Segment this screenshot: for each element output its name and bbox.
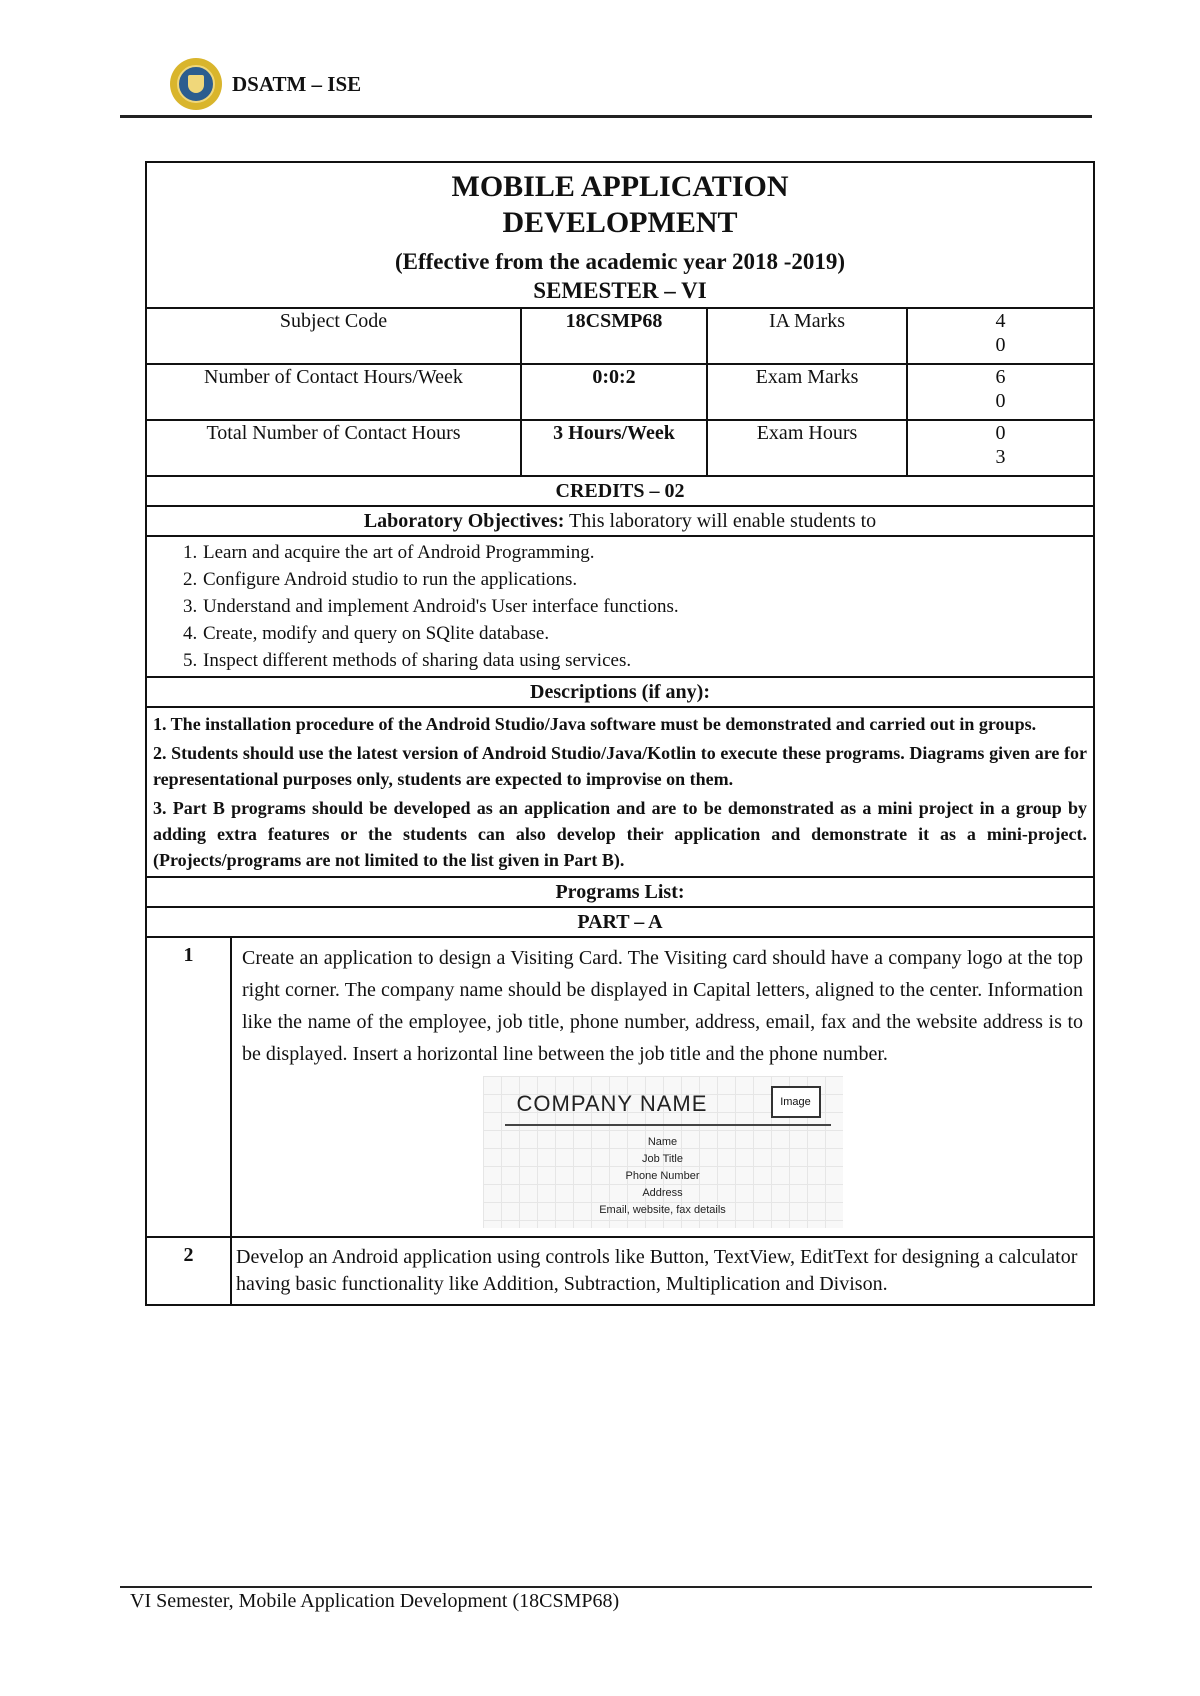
card-line: Phone Number bbox=[625, 1170, 700, 1182]
info-label: Total Number of Contact Hours bbox=[146, 420, 521, 476]
page-header bbox=[170, 58, 361, 110]
list-item-text: Learn and acquire the art of Android Programming. bbox=[203, 542, 595, 563]
info-value: 18CSMP68 bbox=[521, 308, 707, 364]
card-line: Email, website, fax details bbox=[599, 1204, 726, 1216]
list-item-number: 2. bbox=[183, 569, 198, 590]
info-value2 bbox=[907, 308, 1094, 364]
list-item-number: 5. bbox=[183, 650, 198, 671]
info-value2-digit: 3 bbox=[995, 446, 1006, 468]
info-label2: Exam Hours bbox=[707, 420, 907, 476]
info-label2: IA Marks bbox=[707, 308, 907, 364]
info-value2-digit: 6 bbox=[995, 366, 1006, 388]
descriptions-cell bbox=[146, 707, 1094, 877]
descriptions-heading: Descriptions (if any): bbox=[146, 677, 1094, 707]
effective-year: (Effective from the academic year 2018 -2019) bbox=[394, 249, 846, 274]
card-rule bbox=[505, 1124, 831, 1126]
info-value2-digit: 0 bbox=[995, 390, 1006, 412]
list-item-number: 4. bbox=[183, 623, 198, 644]
list-item-text: Inspect different methods of sharing data using services. bbox=[203, 650, 632, 671]
objectives-list-cell bbox=[146, 536, 1094, 677]
card-line: Name bbox=[647, 1136, 678, 1148]
program-number: 2 bbox=[146, 1237, 231, 1305]
course-title-line2: DEVELOPMENT bbox=[502, 206, 738, 239]
list-item bbox=[153, 539, 1087, 566]
info-row bbox=[146, 420, 1094, 476]
description-item: 2. Students should use the latest version of Android Studio/Java/Kotlin to execute these programs. Diagrams given are for representational purposes only, students are expected to improvise on them. bbox=[153, 743, 1087, 789]
course-title-line1: MOBILE APPLICATION bbox=[451, 170, 789, 203]
program-cell bbox=[231, 937, 1094, 1237]
objectives-list bbox=[153, 539, 1087, 674]
list-item-text: Configure Android studio to run the applications. bbox=[203, 569, 578, 590]
card-line: Job Title bbox=[642, 1153, 683, 1165]
card-company-name: COMPANY NAME bbox=[516, 1091, 708, 1116]
card-image-placeholder: Image bbox=[771, 1086, 821, 1118]
syllabus-table bbox=[145, 161, 1095, 1306]
list-item bbox=[153, 620, 1087, 647]
info-label: Number of Contact Hours/Week bbox=[146, 364, 521, 420]
list-item bbox=[153, 566, 1087, 593]
page-footer: VI Semester, Mobile Application Development (18CSMP68) bbox=[130, 1590, 620, 1612]
program-text: Create an application to design a Visiting Card. The Visiting card should have a company logo at the top right corner. The company name should be displayed in Capital letters, aligned to the center. Information like the name of the employee, job title, phone number, address, email, fax and the website address is to be displayed. Insert a horizontal line between the job title and the phone number. bbox=[242, 947, 1083, 1065]
info-value: 0:0:2 bbox=[521, 364, 707, 420]
objectives-heading-rest: This laboratory will enable students to bbox=[564, 510, 877, 532]
info-label2: Exam Marks bbox=[707, 364, 907, 420]
programs-heading: Programs List: bbox=[146, 877, 1094, 907]
college-crest-icon bbox=[170, 58, 222, 110]
objectives-heading bbox=[146, 506, 1094, 536]
info-value2 bbox=[907, 364, 1094, 420]
list-item-number: 1. bbox=[183, 542, 198, 563]
header-rule bbox=[120, 115, 1092, 118]
info-row bbox=[146, 364, 1094, 420]
info-value2-digit: 0 bbox=[995, 334, 1006, 356]
info-value: 3 Hours/Week bbox=[521, 420, 707, 476]
description-item: 3. Part B programs should be developed as an application and are to be demonstrated as a mini project in a group by adding extra features or the students can also develop their application and demonstrate it as a mini-project. (Projects/programs are not limited to the list given in Part B). bbox=[153, 798, 1087, 870]
part-a-heading: PART – A bbox=[146, 907, 1094, 937]
card-lines bbox=[483, 1134, 843, 1219]
objectives-heading-bold: Laboratory Objectives: bbox=[363, 510, 565, 532]
course-title-cell bbox=[146, 162, 1094, 308]
info-value2-digit: 4 bbox=[995, 310, 1006, 332]
semester: SEMESTER – VI bbox=[533, 278, 707, 303]
visiting-card-diagram bbox=[483, 1076, 843, 1228]
credits: CREDITS – 02 bbox=[146, 476, 1094, 506]
card-line: Address bbox=[642, 1187, 683, 1199]
list-item-text: Create, modify and query on SQlite database. bbox=[203, 623, 550, 644]
list-item-number: 3. bbox=[183, 596, 198, 617]
info-value2-digit: 0 bbox=[995, 422, 1006, 444]
description-item: 1. The installation procedure of the Android Studio/Java software must be demonstrated and carried out in groups. bbox=[153, 714, 1037, 734]
list-item bbox=[153, 593, 1087, 620]
info-value2 bbox=[907, 420, 1094, 476]
footer-rule bbox=[120, 1586, 1092, 1588]
program-text: Develop an Android application using controls like Button, TextView, EditText for designing a calculator having basic functionality like Addition, Subtraction, Multiplication and Divison. bbox=[231, 1237, 1094, 1305]
program-number: 1 bbox=[146, 937, 231, 1237]
list-item bbox=[153, 647, 1087, 674]
info-row bbox=[146, 308, 1094, 364]
info-label: Subject Code bbox=[146, 308, 521, 364]
list-item-text: Understand and implement Android's User interface functions. bbox=[203, 596, 679, 617]
header-title: DSATM – ISE bbox=[232, 71, 362, 96]
